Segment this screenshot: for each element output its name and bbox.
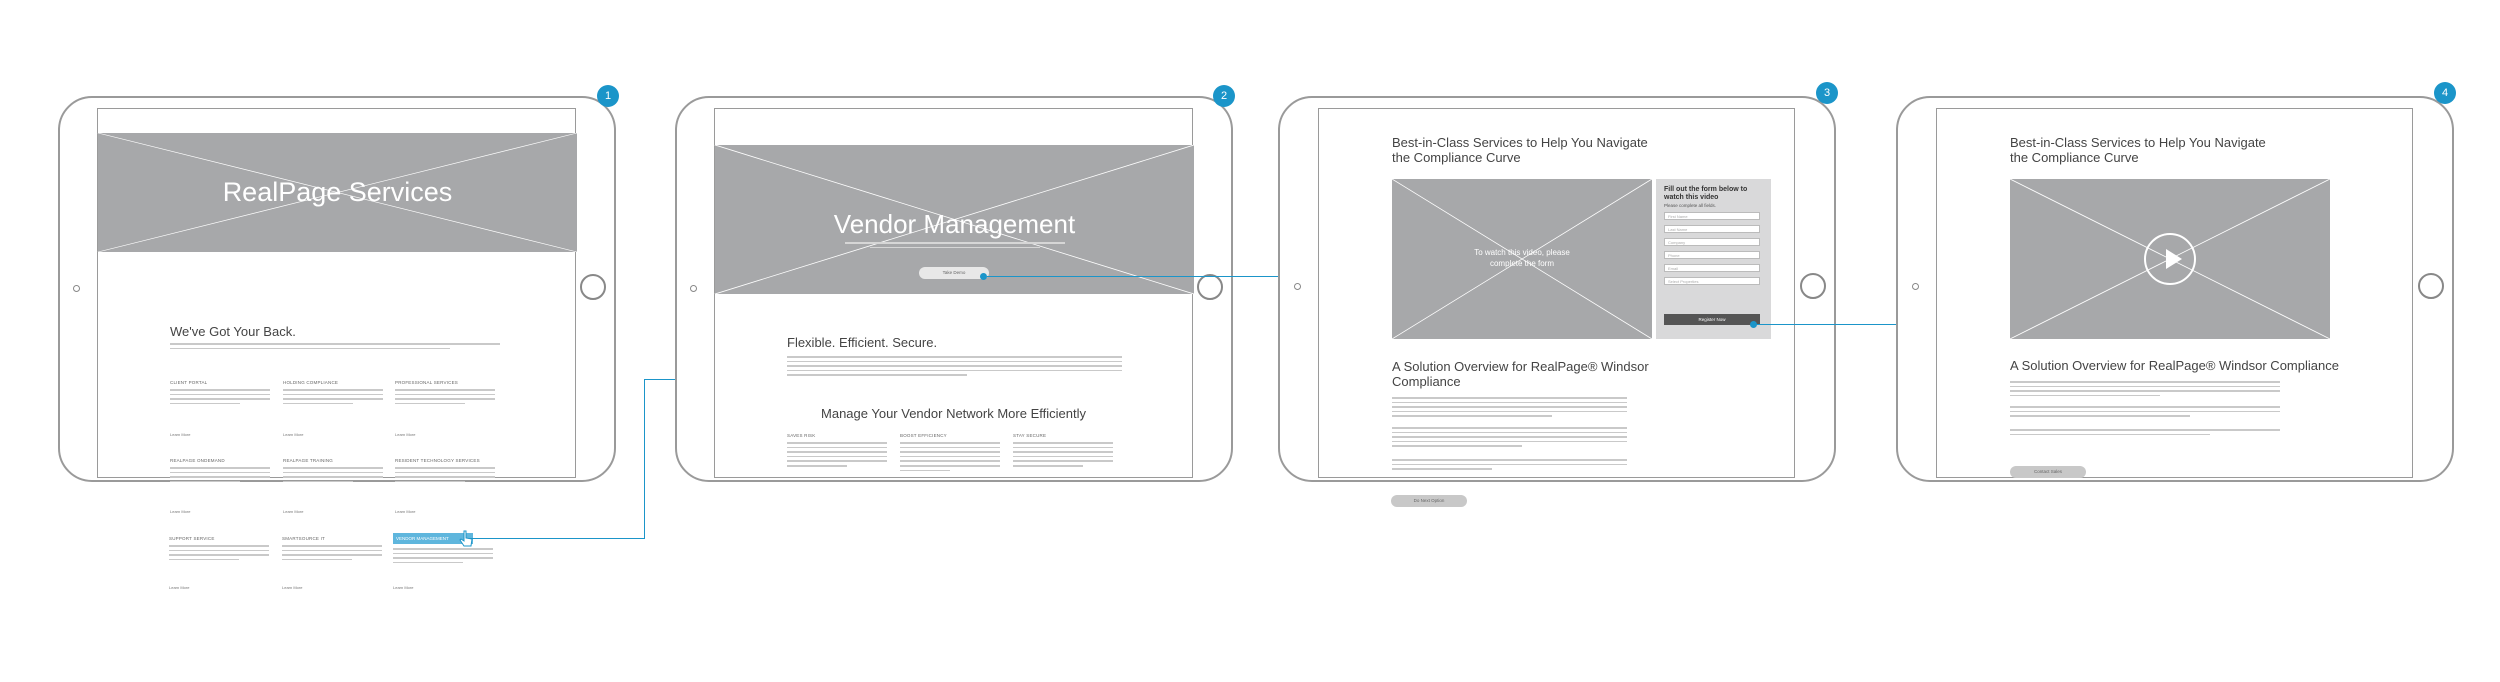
tablet-home-button (1197, 274, 1223, 300)
company-field[interactable]: Company (1664, 238, 1760, 246)
pointer-cursor-icon (459, 530, 475, 548)
step-badge-1: 1 (597, 85, 619, 107)
service-title: SUPPORT SERVICE (169, 536, 215, 541)
learn-more-link[interactable]: Learn More (393, 585, 414, 590)
service-title: PROFESSIONAL SERVICES (395, 380, 458, 385)
video-gate-message: To watch this video, please complete the form (1474, 248, 1570, 268)
next-option-button[interactable]: Do Next Option (1391, 495, 1467, 507)
service-title: REALPAGE TRAINING (283, 458, 333, 463)
learn-more-link[interactable]: Learn More (282, 585, 303, 590)
video-placeholder (1392, 179, 1652, 339)
service-title: RESIDENT TECHNOLOGY SERVICES (395, 458, 480, 463)
learn-more-link[interactable]: Learn More (395, 509, 416, 514)
flow-connector (644, 379, 645, 539)
hero-image-placeholder (715, 145, 1194, 294)
tablet-home-button (2418, 273, 2444, 299)
vendor-management-link[interactable]: VENDOR MANAGEMENT (393, 533, 473, 544)
page-title: Best-in-Class Services to Help You Navigate the Compliance Curve (1392, 135, 1648, 165)
page-title: Best-in-Class Services to Help You Navigate the Compliance Curve (2010, 135, 2266, 165)
flow-connector (470, 538, 644, 539)
video-player[interactable] (2010, 179, 2330, 339)
step-badge-3: 3 (1816, 82, 1838, 104)
hero-image-placeholder (98, 133, 577, 252)
section-subheading: Manage Your Vendor Network More Efficiently (821, 406, 1086, 421)
contact-sales-button[interactable]: Contact Sales (2010, 466, 2086, 478)
form-title: Fill out the form below to watch this video (1664, 186, 1748, 201)
connector-endpoint (980, 273, 987, 280)
screen-4 (1936, 108, 2413, 478)
tablet-camera (1294, 283, 1301, 290)
screen-3 (1318, 108, 1795, 478)
section-heading: A Solution Overview for RealPage® Windsor Compliance (2010, 358, 2339, 373)
service-title: REALPAGE ONDEMAND (170, 458, 225, 463)
tablet-camera (1912, 283, 1919, 290)
learn-more-link[interactable]: Learn More (169, 585, 190, 590)
learn-more-link[interactable]: Learn More (283, 432, 304, 437)
service-title: CLIENT PORTAL (170, 380, 208, 385)
phone-field[interactable]: Phone (1664, 251, 1760, 259)
feature-title: SAVES RISK (787, 433, 816, 438)
step-badge-2: 2 (1213, 85, 1235, 107)
last-name-field[interactable]: Last Name (1664, 225, 1760, 233)
service-title: SMARTSOURCE IT (282, 536, 325, 541)
step-badge-4: 4 (2434, 82, 2456, 104)
properties-select[interactable]: Select Properties (1664, 277, 1760, 285)
hero-title: Vendor Management (833, 209, 1076, 239)
registration-form (1656, 179, 1771, 339)
register-now-button[interactable]: Register Now (1664, 314, 1760, 325)
section-heading: Flexible. Efficient. Secure. (787, 335, 938, 350)
tablet-camera (690, 285, 697, 292)
feature-title: STAY SECURE (1013, 433, 1047, 438)
screen-2 (714, 108, 1193, 478)
hero-title: RealPage Services (222, 177, 453, 207)
play-icon[interactable] (2144, 233, 2196, 285)
learn-more-link[interactable]: Learn More (170, 509, 191, 514)
screen-1 (97, 108, 576, 514)
first-name-field[interactable]: First Name (1664, 212, 1760, 220)
section-heading: A Solution Overview for RealPage® Windsor Compliance (1392, 359, 1649, 389)
connector-endpoint (1750, 321, 1757, 328)
tablet-home-button (1800, 273, 1826, 299)
feature-title: BOOST EFFICIENCY (900, 433, 947, 438)
take-demo-button[interactable]: Take Demo (919, 267, 989, 279)
learn-more-link[interactable]: Learn More (395, 432, 416, 437)
form-subtitle: Please complete all fields. (1664, 203, 1717, 208)
email-field[interactable]: Email (1664, 264, 1760, 272)
learn-more-link[interactable]: Learn More (283, 509, 304, 514)
tablet-home-button (580, 274, 606, 300)
learn-more-link[interactable]: Learn More (170, 432, 191, 437)
service-title: HOLDING COMPLIANCE (283, 380, 339, 385)
tablet-camera (73, 285, 80, 292)
section-heading: We've Got Your Back. (170, 324, 296, 339)
